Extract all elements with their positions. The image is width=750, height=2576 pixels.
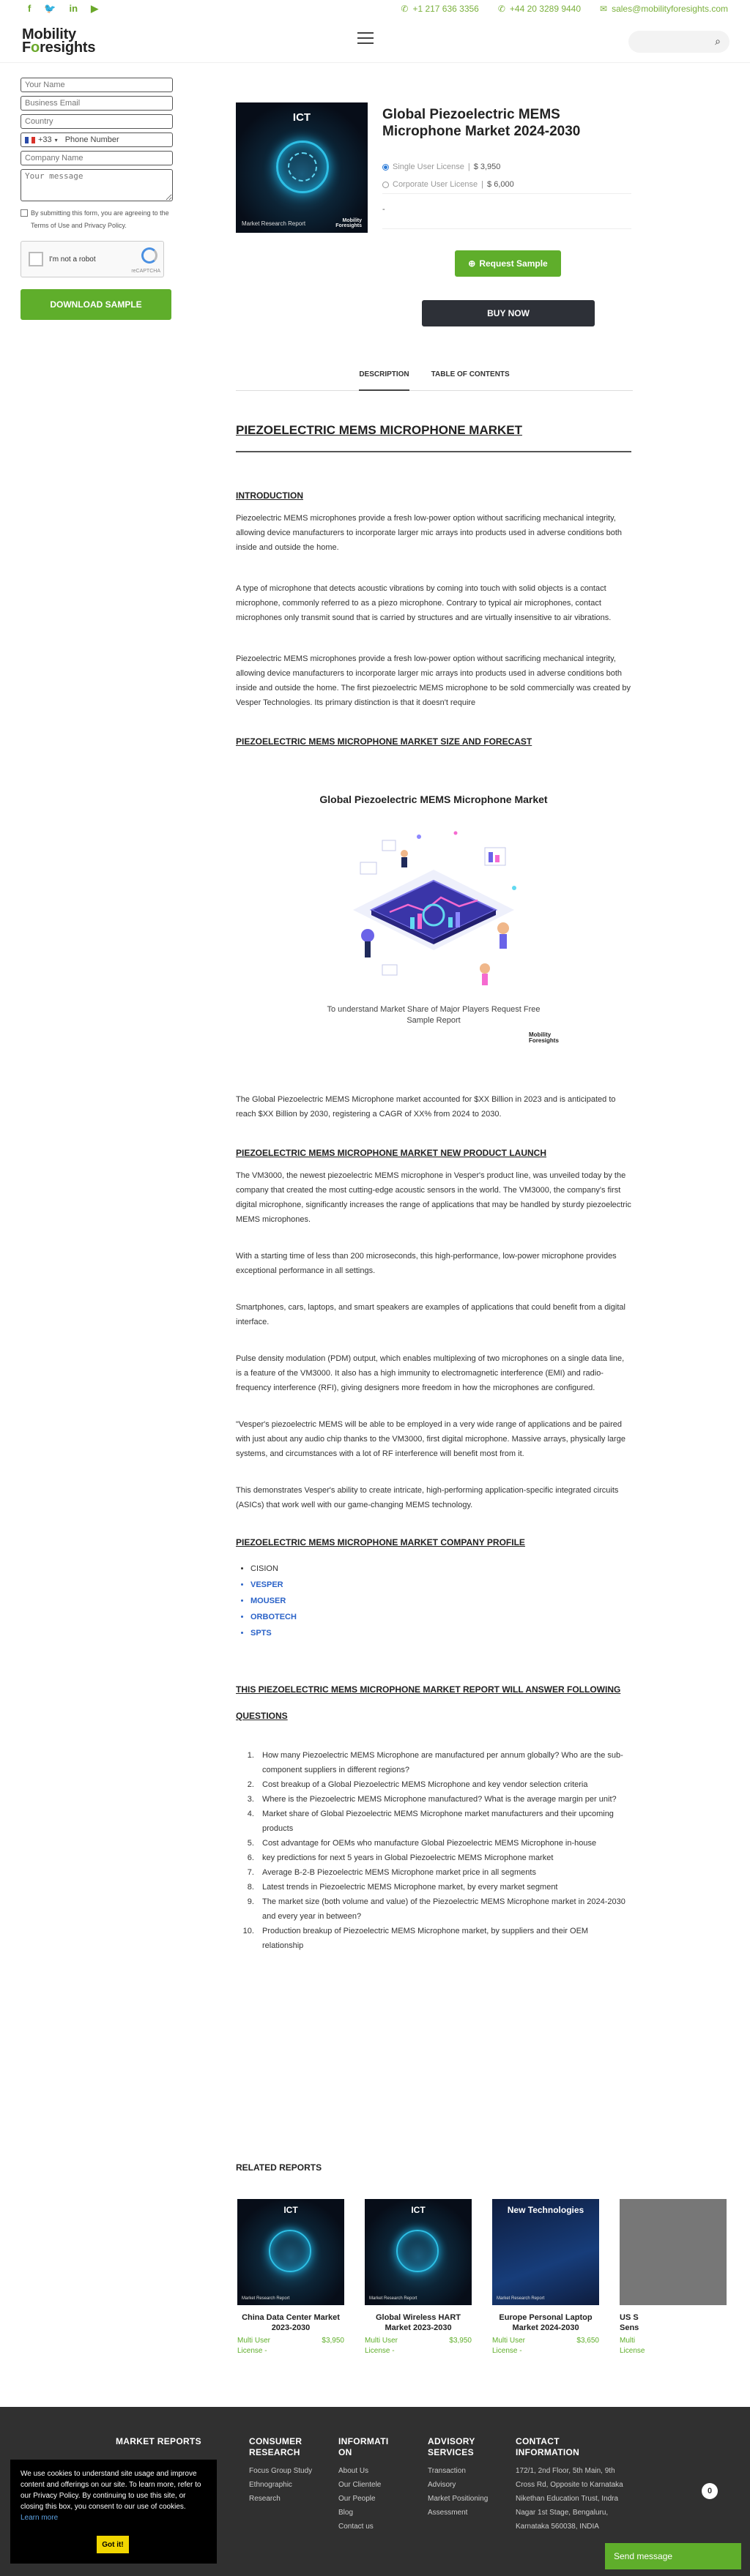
- mail-icon: ✉: [600, 4, 608, 14]
- questions-list: [236, 1748, 631, 1953]
- contact-links: [401, 4, 728, 14]
- radio-unselected[interactable]: [382, 182, 389, 188]
- youtube-icon[interactable]: ▶: [91, 3, 99, 14]
- terms-consent: By submitting this form, you are agreeing to the Terms of Use and Privacy Policy.: [21, 207, 173, 232]
- report-thumbnail[interactable]: [620, 2199, 727, 2305]
- message-field[interactable]: [21, 169, 173, 201]
- paragraph: Piezoelectric MEMS microphones provide a fresh low-power option without sacrificing mechanical integrity, allowing device manufacturers to incorporate larger mic arrays into products used in adverse conditions both inside and outside the home. The first piezoelectric MEMS microphone to be sold commercially was created by Vesper Technologies. Its primary distinction is that it doesn't require: [236, 654, 631, 707]
- footer-link[interactable]: Ethnographic Research: [249, 2481, 292, 2503]
- footer-link[interactable]: Our People: [338, 2495, 376, 2503]
- phone-us-link[interactable]: ✆ +1 217 636 3356: [401, 4, 479, 14]
- globe-icon: [269, 2230, 311, 2272]
- chevron-down-icon: ▾: [54, 136, 58, 143]
- section-heading: THIS PIEZOELECTRIC MEMS MICROPHONE MARKET REPORT WILL ANSWER FOLLOWING QUESTIONS: [236, 1684, 621, 1721]
- footer-link[interactable]: About Us: [338, 2467, 369, 2475]
- footer-link[interactable]: Transaction Advisory: [428, 2467, 466, 2489]
- paragraph: "Vesper's piezoelectric MEMS will be able to be employed in a very wide range of applications and be paired with just about any audio chip thanks to the VM3000, first digital microphone. Massive arrays, physically large systems, and circumstances with a lot of RF interference will benefit most from it.: [236, 1420, 625, 1458]
- section-heading: PIEZOELECTRIC MEMS MICROPHONE MARKET NEW PRODUCT LAUNCH: [236, 1148, 546, 1158]
- globe-icon: [396, 2230, 439, 2272]
- section-heading: PIEZOELECTRIC MEMS MICROPHONE MARKET SIZE AND FORECAST: [236, 736, 532, 747]
- footer-link[interactable]: Focus Group Study: [249, 2467, 313, 2475]
- site-logo[interactable]: Mobility Foresights: [22, 26, 96, 56]
- list-item: 5. Cost advantage for OEMs who manufacture Global Piezoelectric MEMS Microphone in-house: [256, 1836, 631, 1851]
- phone-field[interactable]: [21, 132, 173, 147]
- list-item: 2. Cost breakup of a Global Piezoelectric MEMS Microphone and key vendor selection criteria: [256, 1777, 631, 1792]
- sample-request-form: [21, 78, 173, 320]
- list-item: 6. key predictions for next 5 years in Global Piezoelectric MEMS Microphone market: [256, 1851, 631, 1865]
- top-bar: [0, 0, 750, 18]
- footer-col-advisory-services: ADVISORY SERVICES Transaction Advisory Market Positioning Assessment: [428, 2436, 508, 2520]
- phone-icon: ✆: [401, 4, 409, 14]
- list-item: 1. How many Piezoelectric MEMS Microphone are manufactured per annum globally? Who are the sub-component suppliers in different regions?: [256, 1748, 631, 1777]
- paragraph: With a starting time of less than 200 microseconds, this high-performance, low-power microphone provides exceptional performance in all settings.: [236, 1252, 617, 1275]
- license-single-option[interactable]: Single User License | $ 3,950: [382, 163, 500, 171]
- menu-icon[interactable]: [357, 32, 374, 44]
- email-field[interactable]: [21, 96, 173, 111]
- footer-col-market-reports: MARKET REPORTS: [116, 2436, 201, 2446]
- notification-badge[interactable]: 0: [702, 2483, 718, 2499]
- paragraph: The VM3000, the newest piezoelectric MEMS microphone in Vesper's product line, was unveiled today by the company that created the most cutting-edge acoustic sensors in the world. The VM3000, the company's first digital microphone, significantly increases the range of applications that may be handled by sturdy piezoelectric MEMS microphones.: [236, 1171, 631, 1224]
- list-item: 4. Market share of Global Piezoelectric MEMS Microphone market manufacturers and their upcoming products: [256, 1807, 631, 1836]
- company-field[interactable]: [21, 151, 173, 165]
- tab-table-of-contents[interactable]: TABLE OF CONTENTS: [431, 370, 510, 378]
- paragraph: The Global Piezoelectric MEMS Microphone market accounted for $XX Billion in 2023 and is anticipated to reach $XX Billion by 2030, registering a CAGR of XX% from 2024 to 2030.: [236, 1095, 616, 1119]
- twitter-icon[interactable]: 🐦: [44, 3, 56, 14]
- license-corporate-option[interactable]: Corporate User License | $ 6,000: [382, 180, 514, 189]
- recaptcha-widget[interactable]: I'm not a robot reCAPTCHA: [21, 241, 164, 277]
- learn-more-link[interactable]: Learn more: [21, 2514, 59, 2522]
- related-report-card[interactable]: ICT Market Research Report China Data Center Market 2023-2030 Multi User License - $3,950: [237, 2199, 344, 2360]
- site-header: [0, 18, 750, 63]
- company-link[interactable]: • SPTS: [250, 1625, 631, 1641]
- list-item: 7. Average B-2-B Piezoelectric MEMS Microphone market price in all segments: [256, 1865, 631, 1880]
- footer-address: 172/1, 2nd Floor, 5th Main, 9th Cross Rd, Opposite to Karnataka Nikethan Education Trust, Indra Nagar 1st Stage, Bengaluru, Karnataka 560038, INDIA: [516, 2467, 623, 2531]
- recaptcha-icon: [141, 247, 157, 264]
- isometric-illustration: [338, 818, 529, 998]
- company-link[interactable]: • VESPER: [250, 1577, 631, 1593]
- search-input[interactable]: [628, 31, 729, 53]
- list-item: 10. Production breakup of Piezoelectric MEMS Microphone market, by suppliers and their OEM relationship: [256, 1924, 631, 1953]
- content-tabs: [236, 366, 633, 391]
- figure-logo: Mobility Foresights: [529, 1031, 559, 1044]
- download-sample-button[interactable]: DOWNLOAD SAMPLE: [21, 289, 171, 320]
- report-thumbnail[interactable]: ICT Market Research Report: [237, 2199, 344, 2305]
- tab-description[interactable]: DESCRIPTION: [359, 366, 409, 391]
- logo-dot-icon: o: [31, 40, 40, 56]
- paragraph: Pulse density modulation (PDM) output, which enables multiplexing of two microphones on a single data line, is a feature of the VM3000. It also has a high immunity to electromagnetic interference (EMI) and radio-frequency interference (RFI), giving designers more freedom in how the microphones are configured.: [236, 1354, 625, 1392]
- paragraph: Piezoelectric MEMS microphones provide a fresh low-power option without sacrificing mechanical integrity, allowing device manufacturers to incorporate larger mic arrays into products used in adverse conditions both inside and outside the home.: [236, 514, 623, 552]
- request-sample-button[interactable]: ⊕ Request Sample: [455, 250, 561, 277]
- related-report-card[interactable]: ICT Market Research Report Global Wireless HART Market 2023-2030 Multi User License - $3,950: [365, 2199, 472, 2360]
- related-reports-heading: RELATED REPORTS: [236, 2162, 322, 2173]
- market-infographic: [236, 794, 631, 1079]
- page-title: PIEZOELECTRIC MEMS MICROPHONE MARKET: [236, 410, 631, 452]
- cookie-banner: We use cookies to understand site usage and improve content and offerings on our site. To learn more, refer to our Privacy Policy. By continuing to use this site, or closing this box, you consent to our use of cookies. Learn more Got it!: [10, 2460, 217, 2564]
- section-heading: PIEZOELECTRIC MEMS MICROPHONE MARKET COMPANY PROFILE: [236, 1537, 525, 1548]
- facebook-icon[interactable]: f: [28, 3, 31, 14]
- footer-link[interactable]: Market Positioning Assessment: [428, 2495, 489, 2517]
- divider: [382, 228, 631, 229]
- divider: [382, 193, 631, 194]
- phone-icon: ✆: [497, 4, 505, 14]
- radio-selected[interactable]: [382, 164, 389, 171]
- footer-link[interactable]: Contact us: [338, 2523, 374, 2531]
- terms-checkbox[interactable]: [21, 209, 28, 217]
- country-field[interactable]: [21, 114, 173, 129]
- list-item: • CISION: [250, 1561, 631, 1577]
- linkedin-icon[interactable]: in: [69, 3, 78, 14]
- paragraph: This demonstrates Vesper's ability to create intricate, high-performing application-specific integrated circuits (ASICs) that work well with our game-changing MEMS technology.: [236, 1486, 619, 1509]
- footer-col-consumer-research: CONSUMER RESEARCH Focus Group Study Ethnographic Research: [249, 2436, 322, 2506]
- report-thumbnail[interactable]: New Technologies Market Research Report: [492, 2199, 599, 2305]
- product-title: Global Piezoelectric MEMS Microphone Market 2024-2030: [382, 107, 581, 139]
- related-report-card[interactable]: US S Sens Multi License: [620, 2199, 727, 2360]
- license-note: -: [382, 205, 385, 214]
- product-image: ICT Market Research Report Mobility Foresights: [236, 102, 368, 233]
- company-list: [236, 1561, 631, 1641]
- related-report-card[interactable]: New Technologies Market Research Report Europe Personal Laptop Market 2024-2030 Multi User License - $3,650: [492, 2199, 599, 2360]
- dial-code[interactable]: +33: [38, 135, 52, 144]
- email-link[interactable]: ✉ sales@mobilityforesights.com: [600, 4, 728, 14]
- footer-col-contact: CONTACT INFORMATION 172/1, 2nd Floor, 5th Main, 9th Cross Rd, Opposite to Karnataka Nikethan Education Trust, Indra Nagar 1st Stage, Bengaluru, Karnataka 560038, INDIA: [516, 2436, 633, 2534]
- plus-circle-icon: ⊕: [468, 258, 476, 269]
- send-message-button[interactable]: Send message: [605, 2543, 741, 2569]
- phone-placeholder: Phone Number: [64, 135, 119, 144]
- paragraph: Smartphones, cars, laptops, and smart speakers are examples of applications that could benefit from a digital interface.: [236, 1303, 625, 1326]
- social-links: [28, 3, 98, 15]
- captcha-checkbox[interactable]: [29, 252, 43, 266]
- list-item: 9. The market size (both volume and value) of the Piezoelectric MEMS Microphone market in 2024-2030 and every year in between?: [256, 1894, 631, 1924]
- footer-link[interactable]: Our Clientele: [338, 2481, 382, 2489]
- company-link[interactable]: • MOUSER: [250, 1593, 631, 1609]
- buy-now-button[interactable]: BUY NOW: [422, 300, 595, 326]
- figure-caption[interactable]: To understand Market Share of Major Players Request Free Sample Report: [327, 1005, 541, 1025]
- company-link[interactable]: • ORBOTECH: [250, 1609, 631, 1625]
- search-icon: ⌕: [715, 35, 721, 47]
- report-description: [236, 410, 631, 1953]
- phone-uk-link[interactable]: ✆ +44 20 3289 9440: [497, 4, 582, 14]
- section-heading: INTRODUCTION: [236, 490, 303, 501]
- list-item: 3. Where is the Piezoelectric MEMS Microphone manufactured? What is the average margin per unit?: [256, 1792, 631, 1807]
- france-flag-icon[interactable]: [25, 137, 35, 143]
- name-field[interactable]: [21, 78, 173, 92]
- paragraph: A type of microphone that detects acoustic vibrations by coming into touch with solid objects is a contact microphone, commonly referred to as a piezo microphone. Contrary to typical air microphones, contact microphones only transmit sound that is carried by structures and are virtually insensitive to air vibrations.: [236, 584, 612, 622]
- related-reports-carousel: [237, 2199, 645, 2360]
- figure-title: Global Piezoelectric MEMS Microphone Market: [319, 794, 548, 805]
- report-thumbnail[interactable]: ICT Market Research Report: [365, 2199, 472, 2305]
- list-item: 8. Latest trends in Piezoelectric MEMS Microphone market, by every market segment: [256, 1880, 631, 1894]
- cookie-accept-button[interactable]: Got it!: [97, 2536, 129, 2553]
- footer-col-information: INFORMATION About Us Our Clientele Our People Blog Contact us: [338, 2436, 409, 2534]
- footer-link[interactable]: Blog: [338, 2509, 354, 2517]
